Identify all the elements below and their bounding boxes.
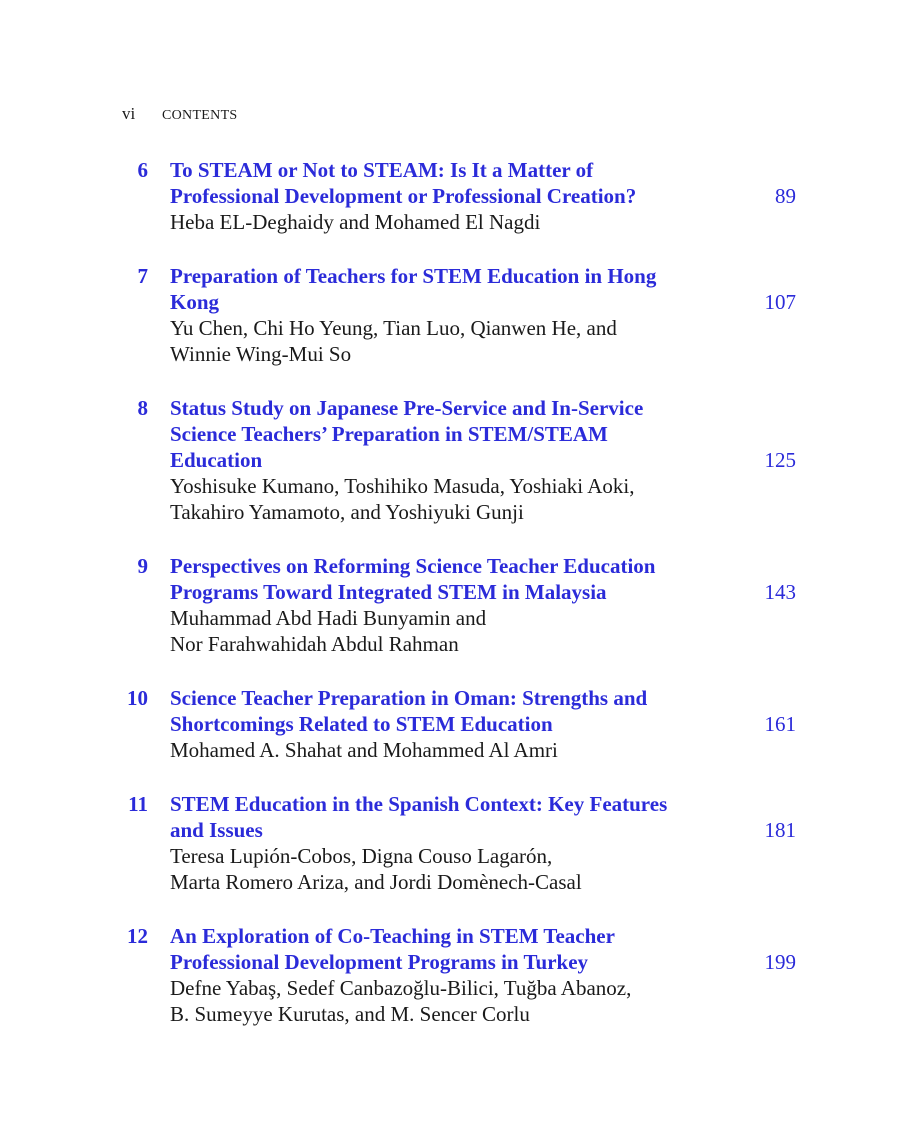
author-line: Teresa Lupión-Cobos, Digna Couso Lagarón,: [170, 844, 553, 868]
page-folio: vi: [122, 104, 136, 123]
chapter-title-link[interactable]: [170, 553, 730, 605]
chapter-title-line: Preparation of Teachers for STEM Education in Hong: [170, 264, 657, 288]
chapter-number: 7: [137, 264, 148, 288]
table-of-contents: [0, 157, 904, 1055]
toc-entry: [0, 923, 904, 1027]
chapter-number: 10: [127, 686, 148, 710]
author-line: Takahiro Yamamoto, and Yoshiyuki Gunji: [170, 500, 524, 524]
chapter-authors: [170, 209, 730, 235]
chapter-title-link[interactable]: [170, 395, 730, 473]
page-number-link[interactable]: 143: [764, 580, 796, 604]
chapter-number: 12: [127, 924, 148, 948]
chapter-number: 8: [137, 396, 148, 420]
author-line: Yoshisuke Kumano, Toshihiko Masuda, Yoshiaki Aoki,: [170, 474, 635, 498]
entry-body: [170, 263, 730, 367]
chapter-title-line: and Issues: [170, 818, 263, 842]
chapter-title-link[interactable]: [170, 685, 730, 737]
entry-body: [170, 553, 730, 657]
chapter-number: 6: [137, 158, 148, 182]
author-line: Winnie Wing-Mui So: [170, 342, 352, 366]
chapter-authors: [170, 975, 730, 1027]
chapter-title-link[interactable]: [170, 157, 730, 209]
chapter-title-line: Shortcomings Related to STEM Education: [170, 712, 553, 736]
author-line: Mohamed A. Shahat and Mohammed Al Amri: [170, 738, 558, 762]
chapter-title-line: STEM Education in the Spanish Context: Key Features: [170, 792, 668, 816]
author-line: Marta Romero Ariza, and Jordi Domènech-Casal: [170, 870, 582, 894]
chapter-title-line: To STEAM or Not to STEAM: Is It a Matter of: [170, 158, 594, 182]
page-number-link[interactable]: 199: [764, 950, 796, 974]
toc-entry: [0, 553, 904, 657]
chapter-title-line: Perspectives on Reforming Science Teacher Education: [170, 554, 656, 578]
entry-body: [170, 791, 730, 895]
page-number-link[interactable]: 107: [764, 290, 796, 314]
chapter-authors: [170, 473, 730, 525]
chapter-authors: [170, 315, 730, 367]
entry-body: [170, 685, 730, 763]
chapter-title-line: Science Teachers’ Preparation in STEM/STEAM: [170, 422, 608, 446]
chapter-title-line: Education: [170, 448, 263, 472]
author-line: Yu Chen, Chi Ho Yeung, Tian Luo, Qianwen He, and: [170, 316, 617, 340]
chapter-title-line: Professional Development Programs in Turkey: [170, 950, 589, 974]
chapter-title-link[interactable]: [170, 923, 730, 975]
chapter-title-link[interactable]: [170, 791, 730, 843]
toc-entry: [0, 157, 904, 235]
chapter-number: 9: [137, 554, 148, 578]
page-number-link[interactable]: 89: [775, 184, 796, 208]
toc-entry: [0, 395, 904, 525]
toc-entry: [0, 791, 904, 895]
toc-entry: [0, 685, 904, 763]
author-line: Heba EL-Deghaidy and Mohamed El Nagdi: [170, 210, 541, 234]
author-line: Defne Yabaş, Sedef Canbazoğlu-Bilici, Tuğba Abanoz,: [170, 976, 632, 1000]
chapter-title-link[interactable]: [170, 263, 730, 315]
entry-body: [170, 395, 730, 525]
chapter-title-line: An Exploration of Co-Teaching in STEM Teacher: [170, 924, 615, 948]
author-line: Muhammad Abd Hadi Bunyamin and: [170, 606, 487, 630]
author-line: Nor Farahwahidah Abdul Rahman: [170, 632, 459, 656]
chapter-title-line: Professional Development or Professional Creation?: [170, 184, 637, 208]
chapter-title-line: Science Teacher Preparation in Oman: Strengths and: [170, 686, 648, 710]
page-number-link[interactable]: 161: [764, 712, 796, 736]
toc-entry: [0, 263, 904, 367]
chapter-authors: [170, 605, 730, 657]
chapter-title-line: Kong: [170, 290, 220, 314]
author-line: B. Sumeyye Kurutas, and M. Sencer Corlu: [170, 1002, 530, 1026]
chapter-number: 11: [128, 792, 148, 816]
chapter-title-line: Status Study on Japanese Pre-Service and In-Service: [170, 396, 644, 420]
chapter-authors: [170, 737, 730, 763]
entry-body: [170, 923, 730, 1027]
chapter-authors: [170, 843, 730, 895]
chapter-title-line: Programs Toward Integrated STEM in Malaysia: [170, 580, 607, 604]
page-number-link[interactable]: 181: [764, 818, 796, 842]
entry-body: [170, 157, 730, 235]
running-head: [122, 104, 238, 124]
section-title: CONTENTS: [162, 108, 238, 123]
page-number-link[interactable]: 125: [764, 448, 796, 472]
